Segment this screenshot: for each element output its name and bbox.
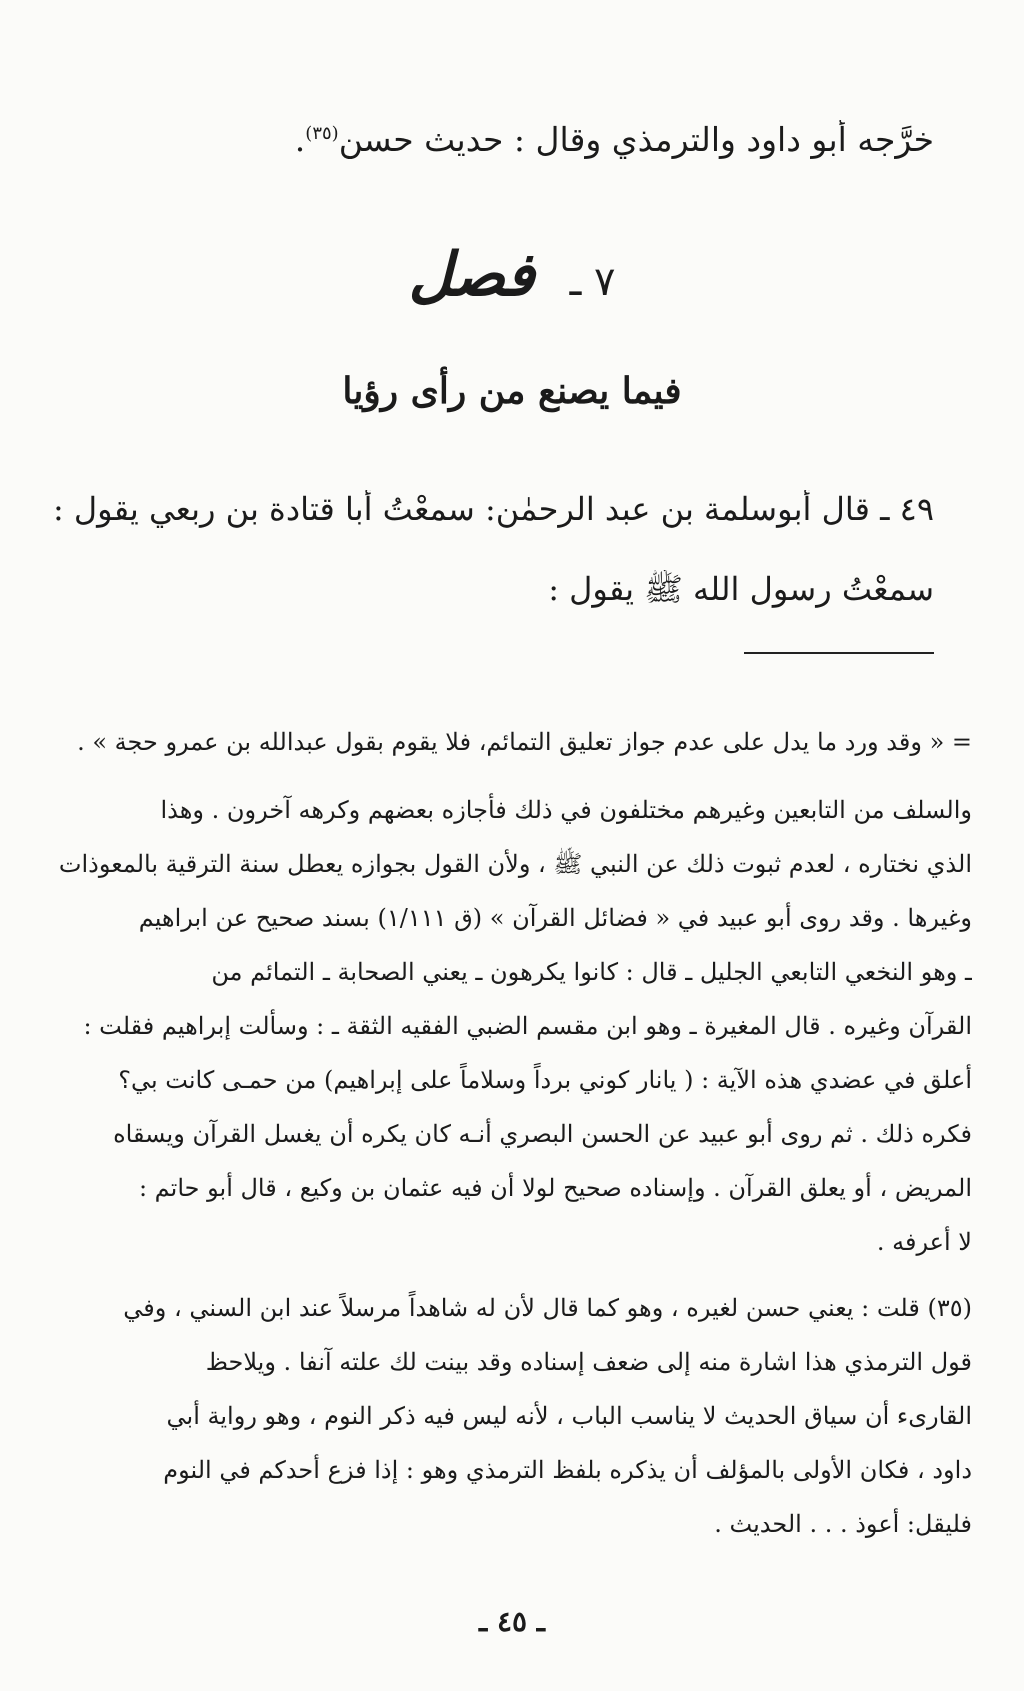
footnote-line: وغيرها . وقد روى أبو عبيد في « فضائل القرآن » (ق ١/١١١) بسند صحيح عن ابراهيم [138,904,972,932]
takhrij-end: . [294,120,306,159]
takhrij-line [52,120,934,159]
section-title: فصل [408,240,535,310]
footnote-continuation: = « وقد ورد ما يدل على عدم جواز تعليق التمائم، فلا يقوم بقول عبدالله بن عمرو حجة » . [77,728,972,756]
takhrij-text: خرَّجه أبو داود والترمذي وقال : حديث حسن [338,120,934,159]
footnote-line: قول الترمذي هذا اشارة منه إلى ضعف إسناده وقد بينت لك علته آنفا . ويلاحظ [205,1348,972,1376]
footnote-line: داود ، فكان الأولى بالمؤلف أن يذكره بلفظ الترمذي وهو : إذا فزع أحدكم في النوم [163,1456,972,1484]
hadith-line-1: ٤٩ ـ قال أبوسلمة بن عبد الرحمٰن: سمعْتُ أبا قتادة بن ربعي يقول : [52,490,934,528]
section-subtitle: فيما يصنع من رأى رؤيا [342,370,682,412]
footnote-line: (٣٥) قلت : يعني حسن لغيره ، وهو كما قال لأن له شاهداً مرسلاً عند ابن السني ، وفي [123,1294,972,1322]
section-heading [0,240,1024,310]
footnote-line: المريض ، أو يعلق القرآن . وإسناده صحيح لولا أن فيه عثمان بن وكيع ، قال أبو حاتم : [138,1174,972,1202]
footnote-line: ـ وهو النخعي التابعي الجليل ـ قال : كانوا يكرهون ـ يعني الصحابة ـ التمائم من [211,958,972,986]
page-number: ـ ٤٥ ـ [479,1605,545,1638]
footnote-ref: (٣٥) [305,123,339,144]
footnote-line: أعلق في عضدي هذه الآية : ( يانار كوني برداً وسلاماً على إبراهيم) من حمـى كانت بي؟ [118,1066,972,1094]
footnote-line: القارىء أن سياق الحديث لا يناسب الباب ، لأنه ليس فيه ذكر النوم ، وهو رواية أبي [166,1402,972,1430]
footnote-line: فكره ذلك . ثم روى أبو عبيد عن الحسن البصري أنـه كان يكره أن يغسل القرآن ويسقاه [113,1120,972,1148]
footnote-line: فليقل: أعوذ . . . الحديث . [714,1510,972,1538]
footnote-line: الذي نختاره ، لعدم ثبوت ذلك عن النبي ﷺ ، ولأن القول بجوازه يعطل سنة الترقية بالمعوذات [58,850,972,878]
footnote-line: لا أعرفه . [876,1228,972,1256]
footnote-separator [744,652,934,654]
footnote-line: القرآن وغيره . قال المغيرة ـ وهو ابن مقسم الضبي الفقيه الثقة ـ : وسألت إبراهيم فقلت : [83,1012,972,1040]
footnote-line: والسلف من التابعين وغيرهم مختلفون في ذلك فأجازه بعضهم وكرهه آخرون . وهذا [160,796,972,824]
section-number: ٧ ـ [569,259,616,305]
hadith-line-2: سمعْتُ رسول الله ﷺ يقول : [548,570,934,608]
